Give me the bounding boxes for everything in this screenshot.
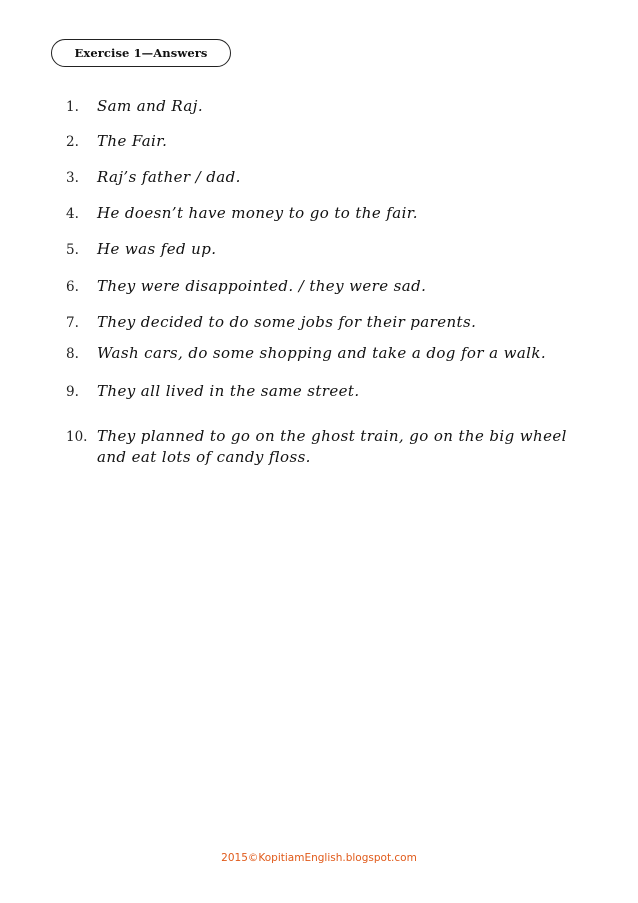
- copyright-footer: 2015©KopitiamEnglish.blogspot.com: [221, 852, 417, 864]
- answer-number: 3.: [66, 170, 79, 186]
- answer-text: They decided to do some jobs for their parents.: [97, 313, 477, 331]
- answer-text: Raj’s father / dad.: [97, 168, 241, 186]
- exercise-heading: Exercise 1—Answers: [51, 39, 231, 67]
- answer-text: They were disappointed. / they were sad.: [97, 277, 427, 295]
- answer-number: 7.: [66, 315, 79, 331]
- answer-text: Wash cars, do some shopping and take a dog for a walk.: [97, 344, 547, 362]
- answer-text: They all lived in the same street.: [97, 382, 360, 400]
- answer-number: 9.: [66, 384, 79, 400]
- answer-number: 8.: [66, 346, 79, 362]
- answer-number: 4.: [66, 206, 79, 222]
- answer-text: He was fed up.: [97, 240, 217, 258]
- answer-number: 5.: [66, 242, 79, 258]
- answer-text: They planned to go on the ghost train, go on the big wheel and eat lots of candy floss.: [97, 427, 567, 466]
- answer-text: He doesn’t have money to go to the fair.: [97, 204, 418, 222]
- answer-number: 10.: [66, 429, 88, 445]
- answer-number: 2.: [66, 134, 79, 150]
- answer-text: The Fair.: [97, 132, 168, 150]
- answer-text: Sam and Raj.: [97, 97, 203, 115]
- answer-number: 6.: [66, 279, 79, 295]
- answer-number: 1.: [66, 99, 79, 115]
